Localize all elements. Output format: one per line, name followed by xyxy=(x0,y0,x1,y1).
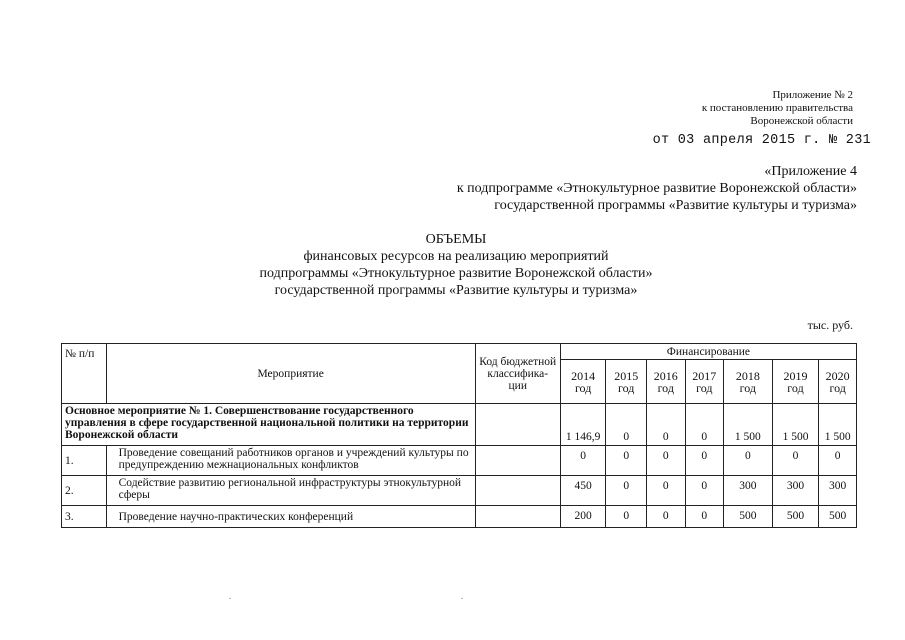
row-value-2017: 0 xyxy=(685,446,724,476)
appendix-4-line-3: государственной программы «Развитие культуры и туризма» xyxy=(494,198,857,213)
row-value-2019: 0 xyxy=(772,446,819,476)
financing-table xyxy=(61,343,857,528)
row-code xyxy=(475,446,560,476)
main-event-code xyxy=(475,404,560,446)
year-header-2019: 2019 год xyxy=(772,360,819,404)
row-number: 3. xyxy=(62,506,107,528)
row-event: Проведение совещаний работников органов и учреждений культуры по предупреждению межнациональных конфликтов xyxy=(106,446,475,476)
row-code xyxy=(475,506,560,528)
row-value-2019: 500 xyxy=(772,506,819,528)
table-row xyxy=(62,506,857,528)
row-value-2020: 500 xyxy=(819,506,857,528)
row-value-2016: 0 xyxy=(647,506,686,528)
row-event: Проведение научно-практических конференций xyxy=(106,506,475,528)
col-code-header: Код бюджетной классифика-ции xyxy=(475,344,560,404)
row-event: Содействие развитию региональной инфраструктуры этнокультурной сферы xyxy=(106,476,475,506)
appendix-4-header xyxy=(457,163,857,214)
main-value-2017: 0 xyxy=(685,404,724,446)
row-number: 1. xyxy=(62,446,107,476)
scan-speck xyxy=(229,598,231,599)
appendix-line-2: к постановлению правительства xyxy=(701,102,853,114)
row-code xyxy=(475,476,560,506)
row-value-2014: 450 xyxy=(560,476,606,506)
appendix-header xyxy=(702,89,853,128)
row-value-2018: 500 xyxy=(724,506,773,528)
col-financing-header: Финансирование xyxy=(560,344,856,360)
main-value-2014: 1 146,9 xyxy=(560,404,606,446)
main-event-title: Основное мероприятие № 1. Совершенствование государственного управления в сфере государственной национальной политики на территории Воронежской области xyxy=(62,404,476,446)
row-value-2016: 0 xyxy=(647,476,686,506)
year-header-2020: 2020 год xyxy=(819,360,857,404)
row-value-2017: 0 xyxy=(685,506,724,528)
row-value-2017: 0 xyxy=(685,476,724,506)
heading-title: ОБЪЕМЫ xyxy=(425,232,487,247)
row-value-2014: 0 xyxy=(560,446,606,476)
row-number: 2. xyxy=(62,476,107,506)
appendix-line-1: Приложение № 2 xyxy=(772,89,853,101)
appendix-4-line-1: «Приложение 4 xyxy=(764,164,857,179)
year-header-2015: 2015 год xyxy=(606,360,647,404)
row-value-2018: 0 xyxy=(724,446,773,476)
row-value-2020: 300 xyxy=(819,476,857,506)
col-event-header: Мероприятие xyxy=(106,344,475,404)
row-value-2015: 0 xyxy=(606,506,647,528)
document-heading xyxy=(222,231,690,299)
row-value-2014: 200 xyxy=(560,506,606,528)
header-row-1 xyxy=(62,344,857,360)
year-header-2014: 2014 год xyxy=(560,360,606,404)
main-value-2019: 1 500 xyxy=(772,404,819,446)
row-value-2015: 0 xyxy=(606,476,647,506)
heading-line-3: государственной программы «Развитие культуры и туризма» xyxy=(274,283,638,298)
main-value-2015: 0 xyxy=(606,404,647,446)
heading-line-2: подпрограммы «Этнокультурное развитие Воронежской области» xyxy=(259,266,653,281)
row-value-2016: 0 xyxy=(647,446,686,476)
year-header-2018: 2018 год xyxy=(724,360,773,404)
appendix-4-line-2: к подпрограмме «Этнокультурное развитие Воронежской области» xyxy=(456,181,857,196)
year-header-2016: 2016 год xyxy=(647,360,686,404)
main-value-2016: 0 xyxy=(647,404,686,446)
col-number-header: № п/п xyxy=(62,344,107,404)
table-row xyxy=(62,476,857,506)
row-value-2020: 0 xyxy=(819,446,857,476)
main-value-2018: 1 500 xyxy=(724,404,773,446)
row-value-2015: 0 xyxy=(606,446,647,476)
main-value-2020: 1 500 xyxy=(819,404,857,446)
appendix-line-3: Воронежской области xyxy=(750,115,853,127)
heading-line-1: финансовых ресурсов на реализацию мероприятий xyxy=(303,249,609,264)
year-header-2017: 2017 год xyxy=(685,360,724,404)
order-date-line: от 03 апреля 2015 г. № 231 xyxy=(652,133,871,148)
unit-label: тыс. руб. xyxy=(807,318,853,332)
main-event-row xyxy=(62,404,857,446)
row-value-2019: 300 xyxy=(772,476,819,506)
table-row xyxy=(62,446,857,476)
scan-speck xyxy=(461,598,463,599)
row-value-2018: 300 xyxy=(724,476,773,506)
